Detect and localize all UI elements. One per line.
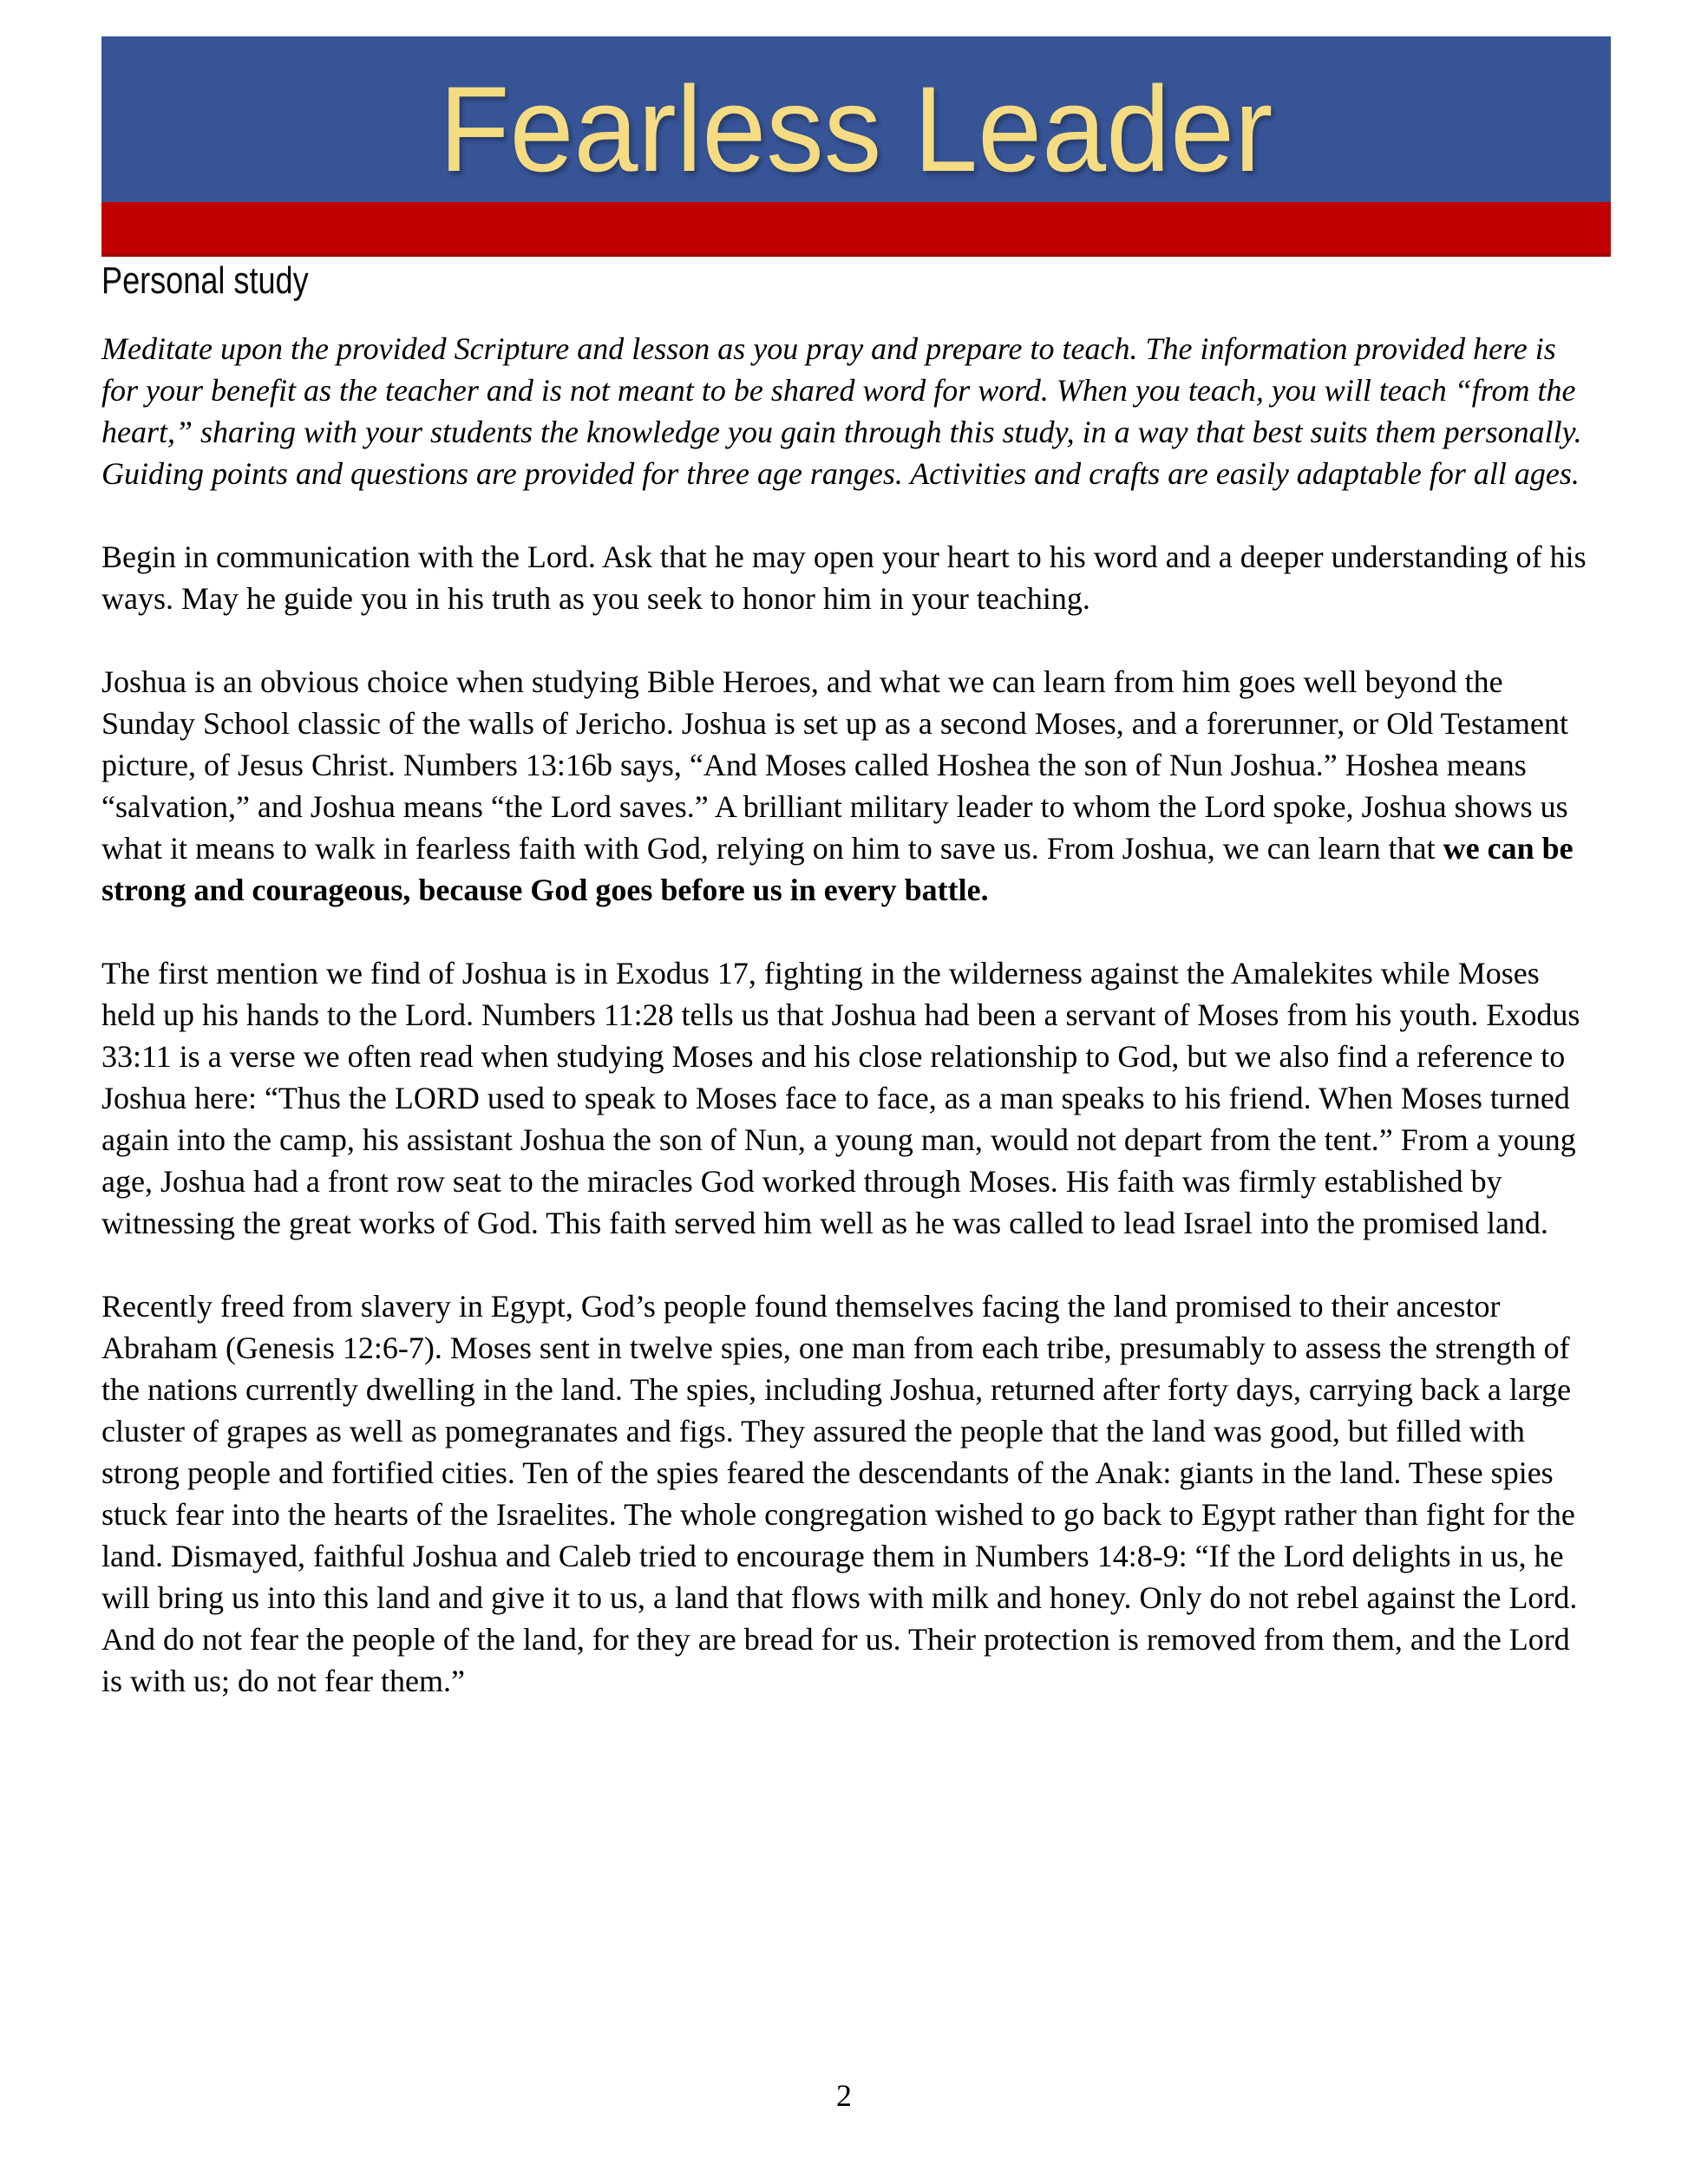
joshua-overview-text: Joshua is an obvious choice when studying Bible Heroes, and what we can learn from him goes well beyond the Sunday School classic of the walls of Jericho. Joshua is set up as a second Moses, and a forerunner, or Old Testament picture, of Jesus Christ. Numbers 13:16b says, “And Moses called Hoshea the son of Nun Joshua.” Hoshea means “salvation,” and Joshua means “the Lord saves.” A brilliant military leader to whom the Lord spoke, Joshua shows us what it means to walk in fearless faith with God, relying on him to save us. From Joshua, we can learn that: [101, 664, 1568, 866]
communication-paragraph: Begin in communication with the Lord. Ask that he may open your heart to his word and a deeper understanding of his ways. May he guide you in his truth as you seek to honor him in your teaching.: [101, 539, 1587, 617]
section-heading: Personal study: [101, 259, 309, 302]
page-content: [101, 260, 1590, 1743]
intro-paragraph: Meditate upon the provided Scripture and lesson as you pray and prepare to teach. The information provided here is for your benefit as the teacher and is not meant to be shared word for word. When you teach, you will teach “from the heart,” sharing with your students the knowledge you gain through this study, in a way that best suits them personally. Guiding points and questions are provided for three age ranges. Activities and crafts are easily adaptable for all ages.: [101, 331, 1582, 492]
joshua-key-lesson-bold: we can be strong and courageous, because God goes before us in every battle.: [101, 831, 1574, 908]
joshua-overview-paragraph: [101, 661, 1590, 911]
title-banner: [101, 36, 1611, 202]
page-number: 2: [836, 2078, 852, 2113]
first-mention-paragraph: The first mention we find of Joshua is in Exodus 17, fighting in the wilderness against the Amalekites while Moses held up his hands to the Lord. Numbers 11:28 tells us that Joshua had been a servant of Moses from his youth. Exodus 33:11 is a verse we often read when studying Moses and his close relationship to God, but we also find a reference to Joshua here: “Thus the LORD used to speak to Moses face to face, as a man speaks to his friend. When Moses turned again into the camp, his assistant Joshua the son of Nun, a young man, would not depart from the tent.” From a young age, Joshua had a front row seat to the miracles God worked through Moses. His faith was firmly established by witnessing the great works of God. This faith served him well as he was called to lead Israel into the promised land.: [101, 956, 1580, 1241]
red-stripe-divider: [101, 202, 1611, 257]
document-title: Fearless Leader: [439, 61, 1273, 197]
spies-paragraph: Recently freed from slavery in Egypt, God’s people found themselves facing the land promised to their ancestor Abraham (Genesis 12:6-7). Moses sent in twelve spies, one man from each tribe, presumably to assess the strength of the nations currently dwelling in the land. The spies, including Joshua, returned after forty days, carrying back a large cluster of grapes as well as pomegranates and figs. They assured the people that the land was good, but filled with strong people and fortified cities. Ten of the spies feared the descendants of the Anak: giants in the land. These spies stuck fear into the hearts of the Israelites. The whole congregation wished to go back to Egypt rather than fight for the land. Dismayed, faithful Joshua and Caleb tried to encourage them in Numbers 14:8-9: “If the Lord delights in us, he will bring us into this land and give it to us, a land that flows with milk and honey. Only do not rebel against the Lord. And do not fear the people of the land, for they are bread for us. Their protection is removed from them, and the Lord is with us; do not fear them.”: [101, 1289, 1578, 1699]
